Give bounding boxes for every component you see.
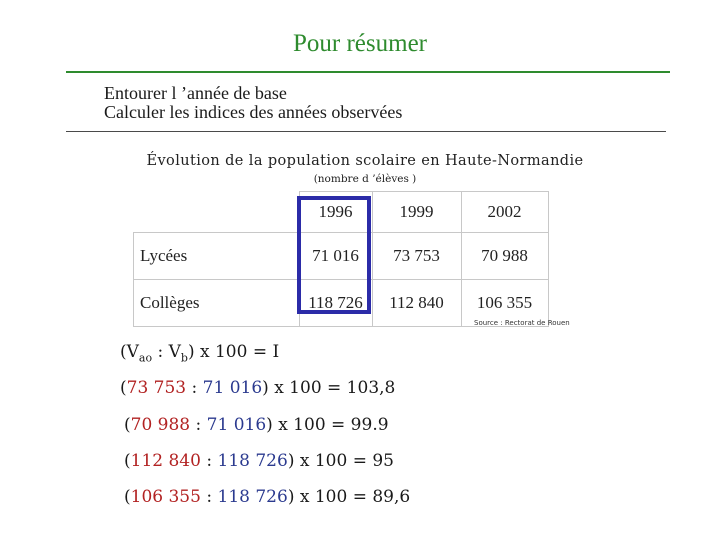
table-cell: 73 753 [372, 233, 461, 280]
calculation-line [124, 487, 410, 507]
year-header: 2002 [461, 192, 548, 233]
separator: : [200, 487, 218, 507]
page-title: Pour résumer [293, 30, 427, 57]
table-cell: 70 988 [461, 233, 548, 280]
calculation-line [124, 415, 389, 435]
paren: ( [124, 487, 131, 507]
calculation-result: ) x 100 = 99.9 [266, 415, 389, 435]
observed-value: 70 988 [130, 415, 191, 435]
observed-value: 73 753 [126, 378, 187, 398]
separator: : [200, 451, 218, 471]
table-cell: 112 840 [372, 280, 461, 327]
formula-subscript: b [180, 351, 188, 365]
calculation-line [120, 378, 395, 398]
separator: : [190, 415, 207, 435]
calculation-result: ) x 100 = 95 [287, 451, 394, 471]
table-cell: 71 016 [299, 233, 372, 280]
formula-part: ) x 100 = I [187, 342, 280, 362]
table-source: Source : Rectorat de Rouen [474, 319, 570, 327]
year-header: 1999 [372, 192, 461, 233]
instruction-line-1: Entourer l ’année de base [104, 83, 287, 103]
year-header: 1996 [299, 192, 372, 233]
general-formula [120, 342, 279, 364]
calculation-line [124, 451, 394, 471]
instructions-divider [66, 131, 666, 132]
instruction-line-2: Calculer les indices des années observées [104, 102, 403, 122]
formula-part: (V [120, 342, 139, 362]
formula-part: : V [152, 342, 181, 362]
observed-value: 112 840 [130, 451, 201, 471]
row-label: Lycées [134, 233, 300, 280]
paren: ( [120, 378, 127, 398]
instructions [104, 84, 402, 122]
row-label: Collèges [134, 280, 300, 327]
base-value: 118 726 [217, 487, 288, 507]
table-title: Évolution de la population scolaire en Haute-Normandie [146, 153, 584, 169]
paren: ( [124, 451, 131, 471]
calculation-result: ) x 100 = 103,8 [262, 378, 396, 398]
base-value: 71 016 [202, 378, 263, 398]
base-value: 118 726 [217, 451, 288, 471]
base-year-highlight [297, 196, 371, 314]
title-divider [66, 71, 670, 73]
table-cell: 106 355 [461, 280, 548, 327]
paren: ( [124, 415, 131, 435]
calculation-result: ) x 100 = 89,6 [287, 487, 411, 507]
observed-value: 106 355 [130, 487, 201, 507]
separator: : [186, 378, 203, 398]
base-value: 71 016 [206, 415, 267, 435]
formula-subscript: ao [138, 351, 153, 365]
table-corner [134, 192, 300, 233]
table-subtitle: (nombre d ’élèves ) [313, 173, 417, 185]
table-cell: 118 726 [299, 280, 372, 327]
